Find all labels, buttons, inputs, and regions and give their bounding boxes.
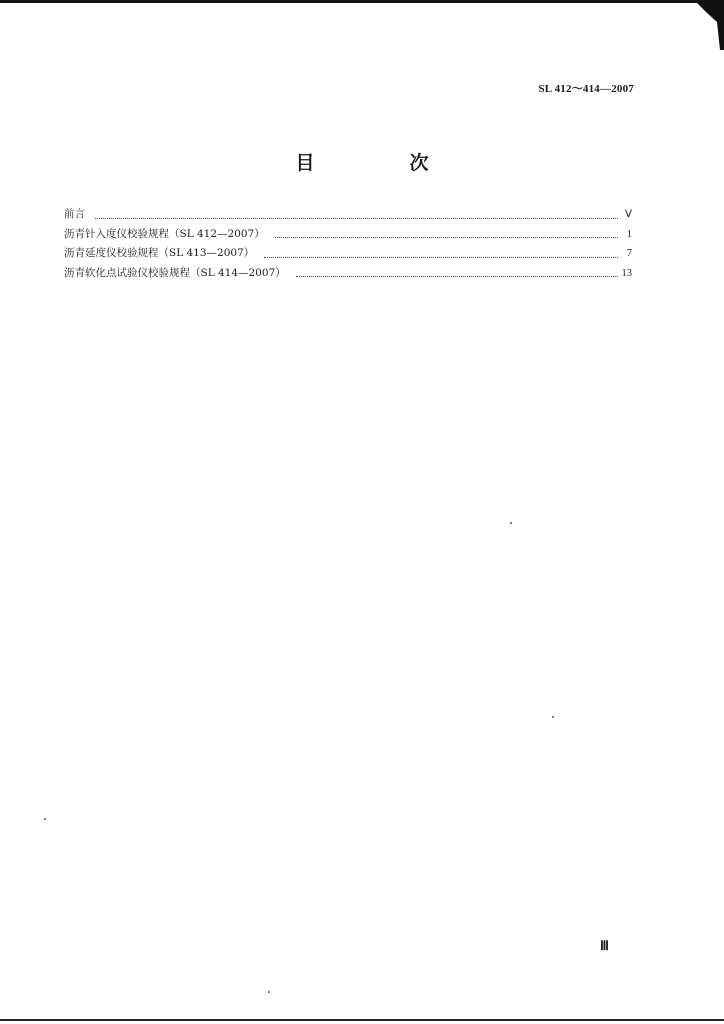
toc-entry-label: 前言 (64, 208, 85, 220)
toc-title: 目 次 (295, 152, 467, 174)
scan-edge-bottom (0, 1019, 724, 1021)
toc-entry[interactable] (64, 225, 632, 245)
scan-corner-mark (684, 0, 724, 50)
toc-entry-page: 13 (621, 267, 632, 279)
toc-leader-dots (264, 256, 618, 258)
toc-leader-dots (95, 217, 618, 219)
toc-entry[interactable] (64, 205, 632, 225)
toc-entry[interactable] (64, 244, 632, 264)
toc-entry[interactable] (64, 264, 632, 284)
page-number: Ⅲ (600, 938, 609, 953)
toc-entry-page: 7 (626, 248, 632, 259)
scan-speck (44, 818, 46, 820)
toc-leader-dots (275, 236, 618, 238)
toc-leader-dots (296, 275, 618, 277)
toc-entry-label: 沥青软化点试验仪校验规程（SL 414—2007） (64, 266, 286, 279)
toc-entry-label: 沥青延度仪校验规程（SL 413—2007） (64, 247, 255, 259)
standard-code: SL 412～414—2007 (538, 83, 634, 95)
toc-entry-page: Ⅴ (624, 209, 632, 220)
scan-edge-top (0, 0, 700, 3)
scan-speck (268, 991, 270, 993)
toc-entry-label: 沥青针入度仪校验规程（SL 412—2007） (64, 227, 265, 240)
toc-entry-page: 1 (626, 228, 632, 240)
scan-speck (552, 716, 554, 718)
toc-list (64, 205, 632, 283)
scan-speck (510, 522, 512, 524)
